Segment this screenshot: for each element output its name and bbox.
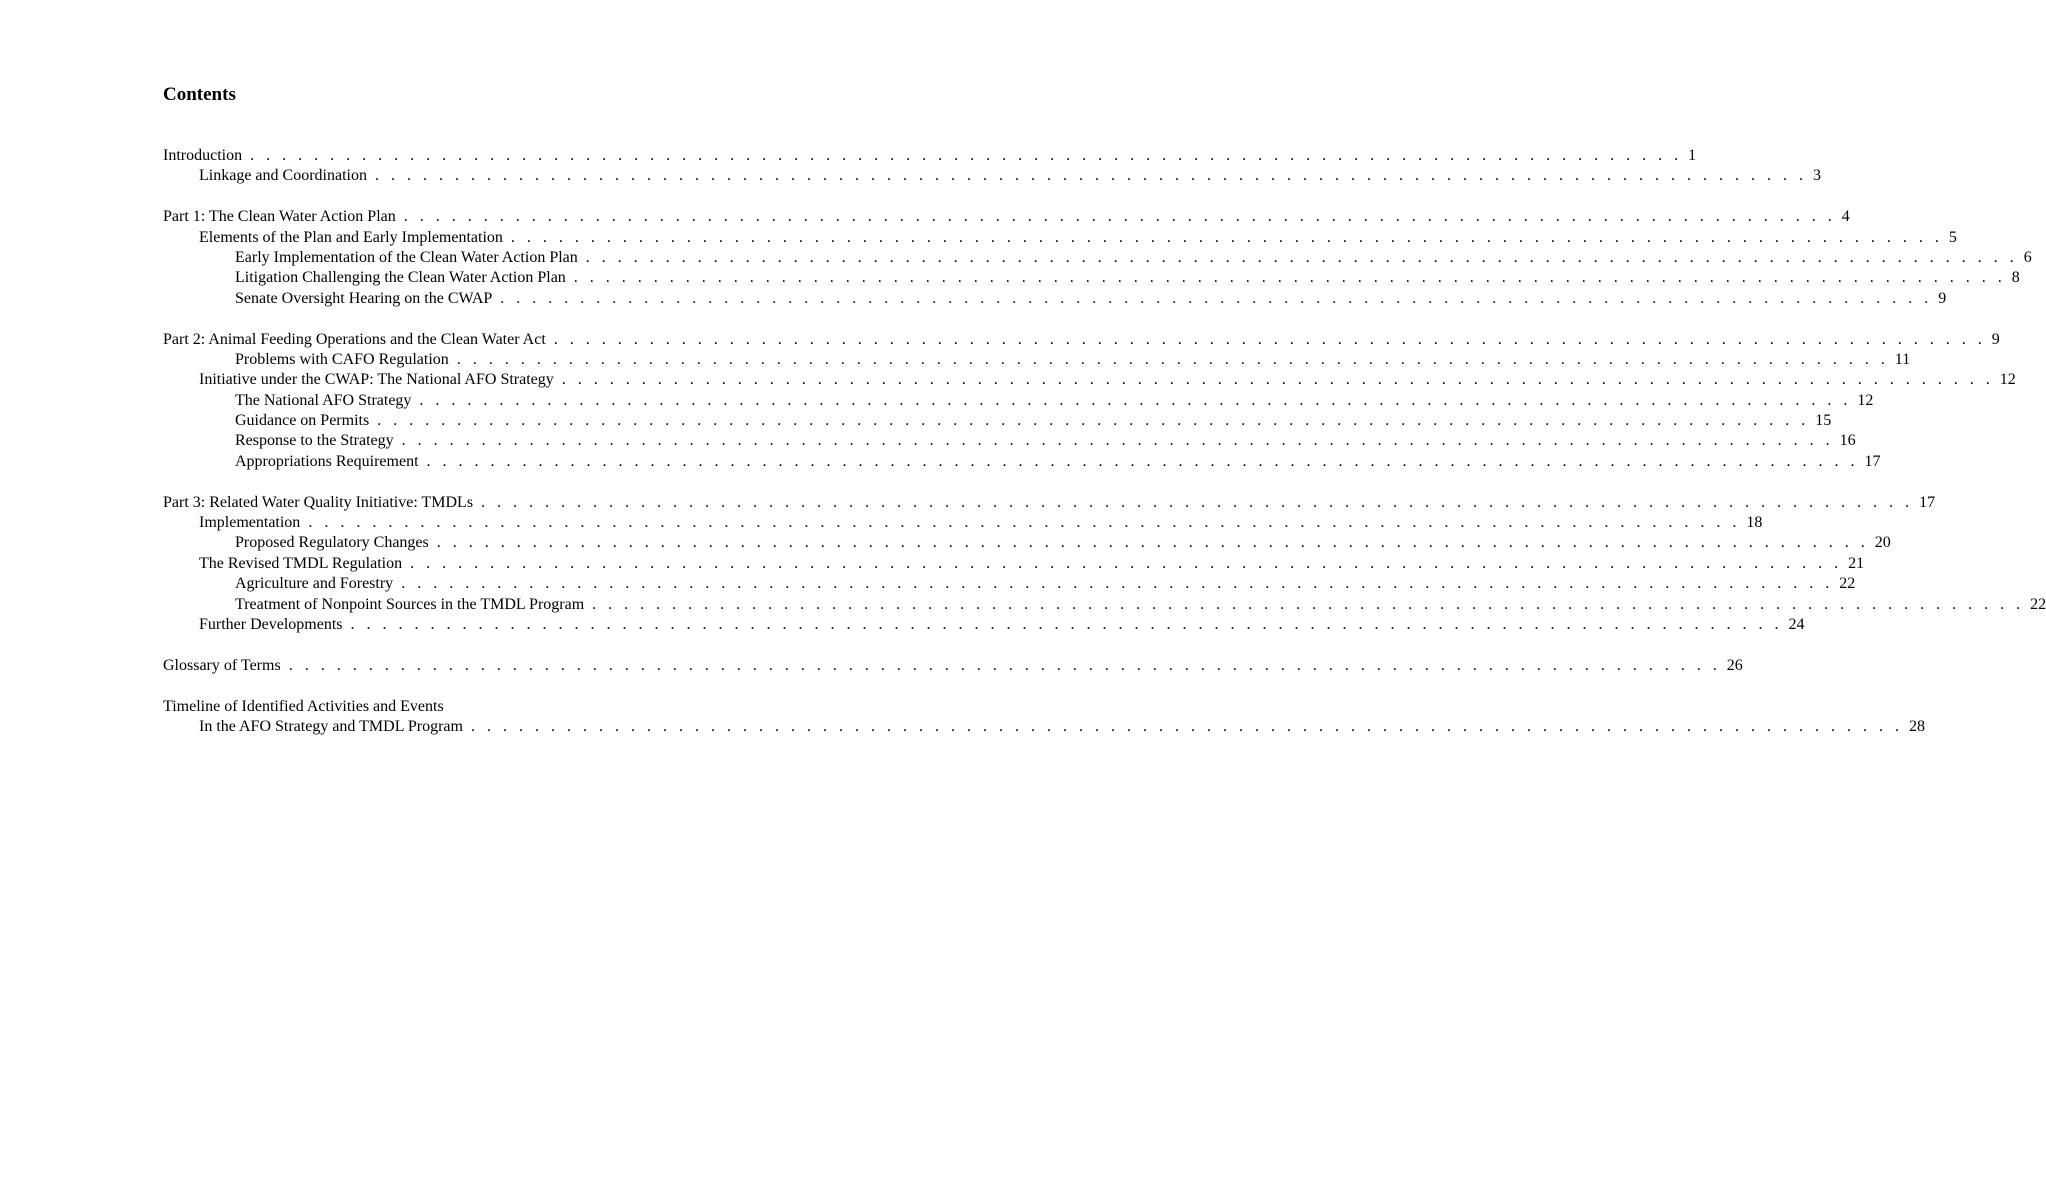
dot-leader: . . . . . . . . . . . . . . . . . . . . . . . . . . . . . . . . . . . . . . . . . . . . . . . . . . . . . . . . . . . . . . . . . . . . . . . . . . . . . . . . . . . . . . . . . . bbox=[401, 432, 1834, 450]
toc-section bbox=[163, 330, 2016, 473]
toc-entry[interactable] bbox=[163, 452, 1881, 472]
toc-entry-label: Glossary of Terms bbox=[163, 656, 281, 674]
toc-entry-label: Initiative under the CWAP: The National AFO Strategy bbox=[199, 371, 554, 389]
dot-leader: . . . . . . . . . . . . . . . . . . . . . . . . . . . . . . . . . . . . . . . . . . . . . . . . . . . . . . . . . . . . . . . . . . . . . . . . . . . . . . . . . . . . . . . . . . bbox=[288, 656, 1721, 674]
dot-leader: . . . . . . . . . . . . . . . . . . . . . . . . . . . . . . . . . . . . . . . . . . . . . . . . . . . . . . . . . . . . . . . . . . . . . . . . . . . . . . . . . . . . . . . . . . bbox=[350, 615, 1783, 633]
toc-entry[interactable] bbox=[163, 248, 2032, 268]
toc-page-number: 17 bbox=[1864, 452, 1881, 470]
toc-entry-label: Elements of the Plan and Early Implementation bbox=[199, 228, 503, 246]
toc-section bbox=[163, 697, 1925, 738]
toc-entry[interactable] bbox=[163, 595, 2046, 615]
toc-entry[interactable] bbox=[163, 697, 758, 717]
toc-page-number: 20 bbox=[1874, 534, 1891, 552]
dot-leader: . . . . . . . . . . . . . . . . . . . . . . . . . . . . . . . . . . . . . . . . . . . . . . . . . . . . . . . . . . . . . . . . . . . . . . . . . . . . . . . . . . . . . . . . . . bbox=[553, 330, 1986, 348]
toc-entry-label: Early Implementation of the Clean Water Action Plan bbox=[235, 248, 578, 266]
toc-entry[interactable] bbox=[163, 370, 2016, 390]
dot-leader: . . . . . . . . . . . . . . . . . . . . . . . . . . . . . . . . . . . . . . . . . . . . . . . . . . . . . . . . . . . . . . . . . . . . . . . . . . . . . . . . . . . . . . . . . . bbox=[250, 147, 1683, 164]
dot-leader: . . . . . . . . . . . . . . . . . . . . . . . . . . . . . . . . . . . . . . . . . . . . . . . . . . . . . . . . . . . . . . . . . . . . . . . . . . . . . . . . . . . . . . . . . . bbox=[470, 717, 1903, 735]
toc-page-number: 4 bbox=[1841, 208, 1850, 226]
toc-entry-label: Appropriations Requirement bbox=[235, 452, 419, 470]
toc-entry[interactable] bbox=[163, 166, 1821, 186]
toc-entry[interactable] bbox=[163, 533, 1891, 553]
toc-entry-label: Part 1: The Clean Water Action Plan bbox=[163, 208, 396, 226]
toc-entry[interactable] bbox=[163, 717, 1925, 737]
toc-page-number: 16 bbox=[1839, 432, 1856, 450]
toc-entry-label: Guidance on Permits bbox=[235, 412, 370, 430]
toc-entry[interactable] bbox=[163, 330, 2000, 350]
toc-entry[interactable] bbox=[163, 574, 1856, 594]
toc-page-number: 22 bbox=[2030, 595, 2046, 613]
toc-section bbox=[163, 146, 1821, 187]
toc-section bbox=[163, 493, 2046, 636]
page-title: Contents bbox=[163, 84, 236, 105]
toc-entry-label: Proposed Regulatory Changes bbox=[235, 534, 429, 552]
dot-leader: . . . . . . . . . . . . . . . . . . . . . . . . . . . . . . . . . . . . . . . . . . . . . . . . . . . . . . . . . . . . . . . . . . . . . . . . . . . . . . . . . . . . . . . . . . bbox=[401, 575, 1834, 593]
toc-entry-label: Further Developments bbox=[199, 615, 343, 633]
toc-entry-label: Introduction bbox=[163, 147, 243, 164]
toc-entry[interactable] bbox=[163, 493, 1936, 513]
dot-leader: . . . . . . . . . . . . . . . . . . . . . . . . . . . . . . . . . . . . . . . . . . . . . . . . . . . . . . . . . . . . . . . . . . . . . . . . . . . . . . . . . . . . . . . . . . bbox=[561, 371, 1994, 389]
toc-entry-label: Part 3: Related Water Quality Initiative: TMDLs bbox=[163, 493, 474, 511]
toc-page-number: 28 bbox=[1908, 717, 1925, 735]
toc-page-number: 18 bbox=[1746, 514, 1763, 532]
toc-page-number: 5 bbox=[1948, 228, 1957, 246]
toc-page-number: 9 bbox=[1938, 289, 1947, 307]
toc-entry-label: Timeline of Identified Activities and Events bbox=[163, 697, 444, 715]
toc-section bbox=[163, 656, 1743, 676]
toc-entry[interactable] bbox=[163, 289, 1947, 309]
toc-section bbox=[163, 207, 2032, 309]
toc-page-number: 9 bbox=[1991, 330, 2000, 348]
toc-entry[interactable] bbox=[163, 554, 1865, 574]
toc-entry-label: Implementation bbox=[199, 514, 301, 532]
dot-leader: . . . . . . . . . . . . . . . . . . . . . . . . . . . . . . . . . . . . . . . . . . . . . . . . . . . . . . . . . . . . . . . . . . . . . . . . . . . . . . . . . . . . . . . . . . bbox=[308, 514, 1741, 532]
toc-page-number: 1 bbox=[1688, 147, 1697, 164]
dot-leader: . . . . . . . . . . . . . . . . . . . . . . . . . . . . . . . . . . . . . . . . . . . . . . . . . . . . . . . . . . . . . . . . . . . . . . . . . . . . . . . . . . . . . . . . . . bbox=[374, 167, 1807, 185]
toc-page-number: 22 bbox=[1839, 575, 1856, 593]
toc-entry-label: Problems with CAFO Regulation bbox=[235, 350, 449, 368]
toc-entry-label: Part 2: Animal Feeding Operations and the Clean Water Act bbox=[163, 330, 546, 348]
toc-entry-label: In the AFO Strategy and TMDL Program bbox=[199, 717, 463, 735]
toc-entry-label: Treatment of Nonpoint Sources in the TMDL Program bbox=[235, 595, 585, 613]
dot-leader: . . . . . . . . . . . . . . . . . . . . . . . . . . . . . . . . . . . . . . . . . . . . . . . . . . . . . . . . . . . . . . . . . . . . . . . . . . . . . . . . . . . . . . . . . . bbox=[456, 350, 1889, 368]
toc-page-number: 6 bbox=[2023, 248, 2032, 266]
dot-leader: . . . . . . . . . . . . . . . . . . . . . . . . . . . . . . . . . . . . . . . . . . . . . . . . . . . . . . . . . . . . . . . . . . . . . . . . . . . . . . . . . . . . . . . . . . bbox=[481, 493, 1914, 511]
dot-leader: . . . . . . . . . . . . . . . . . . . . . . . . . . . . . . . . . . . . . . . . . . . . . . . . . . . . . . . . . . . . . . . . . . . . . . . . . . . . . . . . . . . . . . . . . . bbox=[592, 595, 2025, 613]
dot-leader: . . . . . . . . . . . . . . . . . . . . . . . . . . . . . . . . . . . . . . . . . . . . . . . . . . . . . . . . . . . . . . . . . . . . . . . . . . . . . . . . . . . . . . . . . . bbox=[585, 248, 2018, 266]
toc-entry[interactable] bbox=[163, 615, 1805, 635]
dot-leader: . . . . . . . . . . . . . . . . . . . . . . . . . . . . . . . . . . . . . . . . . . . . . . . . . . . . . . . . . . . . . . . . . . . . . . . . . . . . . . . . . . . . . . . . . . bbox=[426, 452, 1859, 470]
toc-entry[interactable] bbox=[163, 207, 1850, 227]
dot-leader: . . . . . . . . . . . . . . . . . . . . . . . . . . . . . . . . . . . . . . . . . . . . . . . . . . . . . . . . . . . . . . . . . . . . . . . . . . . . . . . . . . . . . . . . . . bbox=[500, 289, 1933, 307]
toc-entry-label: The Revised TMDL Regulation bbox=[199, 554, 403, 572]
toc-page-number: 24 bbox=[1788, 615, 1805, 633]
toc-page-number: 3 bbox=[1812, 167, 1821, 185]
toc-page-number: 21 bbox=[1848, 554, 1865, 572]
toc-entry-label: Agriculture and Forestry bbox=[235, 575, 394, 593]
toc-entry[interactable] bbox=[163, 228, 1957, 248]
toc-entry[interactable] bbox=[163, 411, 1832, 431]
toc-entry[interactable] bbox=[163, 268, 2020, 288]
toc-entry[interactable] bbox=[163, 656, 1743, 676]
toc-page-number: 26 bbox=[1726, 656, 1743, 674]
toc-entry-label: Senate Oversight Hearing on the CWAP bbox=[235, 289, 493, 307]
toc-page-number: 17 bbox=[1919, 493, 1936, 511]
toc-page-number: 15 bbox=[1815, 412, 1832, 430]
dot-leader: . . . . . . . . . . . . . . . . . . . . . . . . . . . . . . . . . . . . . . . . . . . . . . . . . . . . . . . . . . . . . . . . . . . . . . . . . . . . . . . . . . . . . . . . . . bbox=[410, 554, 1843, 572]
dot-leader: . . . . . . . . . . . . . . . . . . . . . . . . . . . . . . . . . . . . . . . . . . . . . . . . . . . . . . . . . . . . . . . . . . . . . . . . . . . . . . . . . . . . . . . . . . bbox=[573, 269, 2006, 287]
toc-entry-label: Linkage and Coordination bbox=[199, 167, 367, 185]
dot-leader: . . . . . . . . . . . . . . . . . . . . . . . . . . . . . . . . . . . . . . . . . . . . . . . . . . . . . . . . . . . . . . . . . . . . . . . . . . . . . . . . . . . . . . . . . . bbox=[436, 534, 1869, 552]
dot-leader: . . . . . . . . . . . . . . . . . . . . . . . . . . . . . . . . . . . . . . . . . . . . . . . . . . . . . . . . . . . . . . . . . . . . . . . . . . . . . . . . . . . . . . . . . . bbox=[419, 391, 1852, 409]
toc-page-number: 12 bbox=[1999, 371, 2016, 389]
toc-page-number: 8 bbox=[2011, 269, 2020, 287]
toc-entry[interactable] bbox=[163, 431, 1856, 451]
toc-entry[interactable] bbox=[163, 146, 1697, 166]
table-of-contents bbox=[163, 146, 2046, 758]
toc-entry[interactable] bbox=[163, 513, 1763, 533]
toc-entry-label: Response to the Strategy bbox=[235, 432, 394, 450]
dot-leader: . . . . . . . . . . . . . . . . . . . . . . . . . . . . . . . . . . . . . . . . . . . . . . . . . . . . . . . . . . . . . . . . . . . . . . . . . . . . . . . . . . . . . . . . . . bbox=[377, 412, 1810, 430]
dot-leader: . . . . . . . . . . . . . . . . . . . . . . . . . . . . . . . . . . . . . . . . . . . . . . . . . . . . . . . . . . . . . . . . . . . . . . . . . . . . . . . . . . . . . . . . . . bbox=[510, 228, 1943, 246]
toc-entry[interactable] bbox=[163, 350, 1911, 370]
toc-page-number: 12 bbox=[1857, 391, 1874, 409]
toc-page-number: 11 bbox=[1894, 350, 1911, 368]
toc-entry[interactable] bbox=[163, 391, 1874, 411]
toc-entry-label: Litigation Challenging the Clean Water Action Plan bbox=[235, 269, 566, 287]
toc-entry-label: The National AFO Strategy bbox=[235, 391, 412, 409]
dot-leader: . . . . . . . . . . . . . . . . . . . . . . . . . . . . . . . . . . . . . . . . . . . . . . . . . . . . . . . . . . . . . . . . . . . . . . . . . . . . . . . . . . . . . . . . . . bbox=[403, 208, 1836, 226]
